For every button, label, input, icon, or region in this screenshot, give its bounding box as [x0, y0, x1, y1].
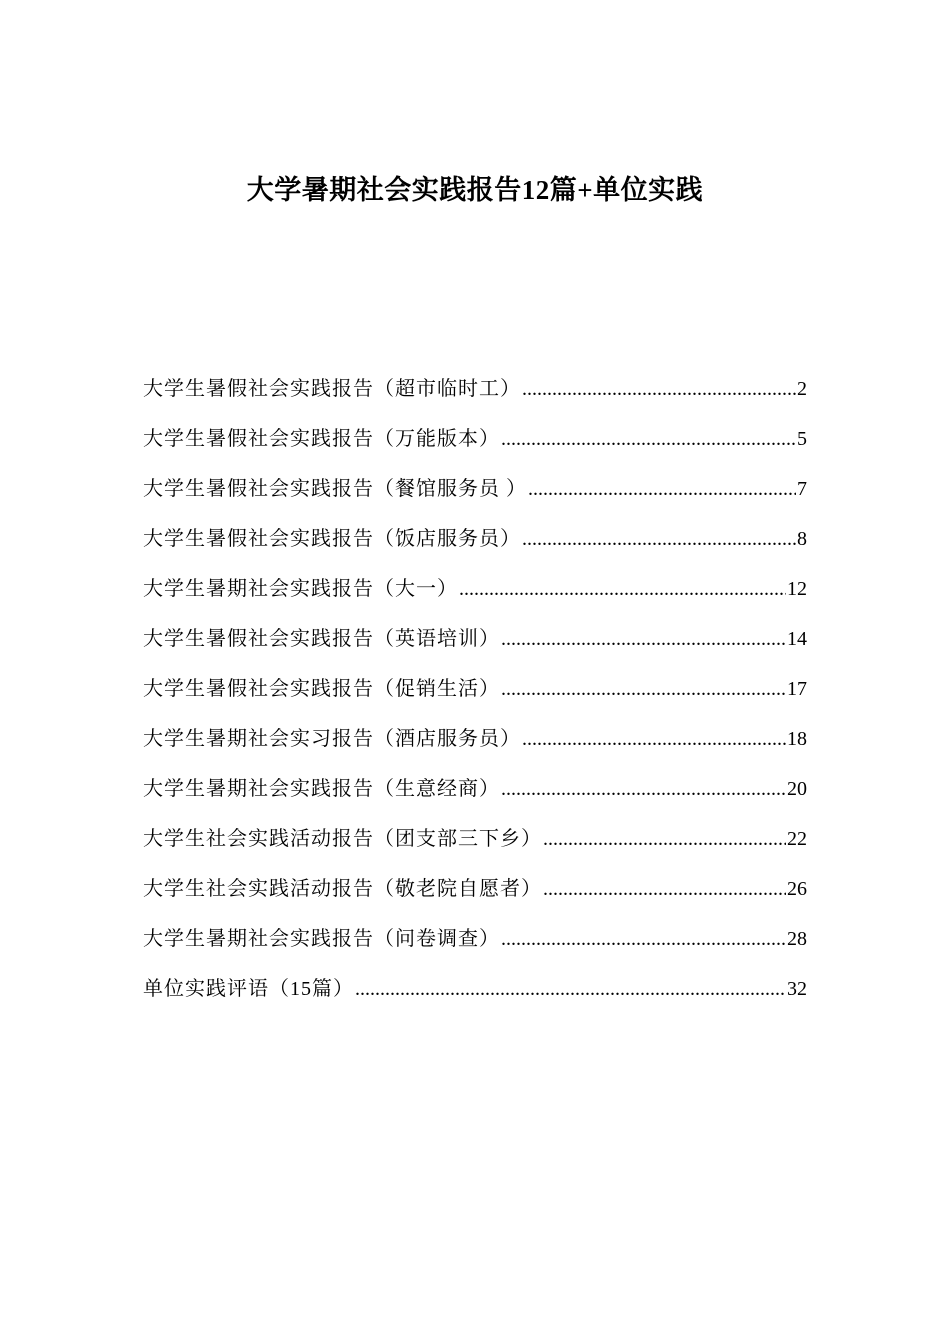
document-title: 大学暑期社会实践报告12篇+单位实践 [246, 175, 704, 205]
toc-entry-text: 单位实践评语（15篇） [143, 978, 354, 1000]
toc-entry-text: 大学生暑期社会实习报告（酒店服务员） [143, 728, 521, 750]
toc-entry[interactable] [143, 522, 807, 572]
toc-entry-text: 大学生暑假社会实践报告（超市临时工） [143, 378, 521, 400]
toc-entry-text: 大学生暑假社会实践报告（饭店服务员） [143, 528, 521, 550]
toc-entry[interactable] [143, 722, 807, 772]
toc-entry[interactable] [143, 922, 807, 972]
toc-dot-leader [501, 922, 786, 956]
toc-page-number: 2 [797, 378, 807, 400]
toc-entry-text: 大学生暑期社会实践报告（问卷调查） [143, 928, 500, 950]
toc-entry[interactable] [143, 372, 807, 422]
toc-entry[interactable] [143, 472, 807, 522]
toc-page-number: 17 [787, 678, 807, 700]
toc-entry-text: 大学生社会实践活动报告（敬老院自愿者） [143, 878, 542, 900]
toc-page-number: 8 [797, 528, 807, 550]
toc-entry[interactable] [143, 622, 807, 672]
toc-page-number: 12 [787, 578, 807, 600]
toc-dot-leader [459, 572, 786, 606]
toc-dot-leader [355, 972, 786, 1006]
toc-entry-text: 大学生暑假社会实践报告（餐馆服务员 ） [143, 478, 527, 500]
toc-dot-leader [543, 822, 786, 856]
toc-entry-text: 大学生暑期社会实践报告（大一） [143, 578, 458, 600]
toc-page-number: 5 [797, 428, 807, 450]
toc-entry[interactable] [143, 772, 807, 822]
toc-page-number: 32 [787, 978, 807, 1000]
toc-entry-text: 大学生暑假社会实践报告（英语培训） [143, 628, 500, 650]
toc-dot-leader [501, 622, 786, 656]
toc-dot-leader [522, 522, 796, 556]
toc-entry[interactable] [143, 972, 807, 1022]
toc-entry[interactable] [143, 672, 807, 722]
toc-page-number: 20 [787, 778, 807, 800]
toc-entry[interactable] [143, 422, 807, 472]
toc-entry[interactable] [143, 822, 807, 872]
toc-page-number: 7 [797, 478, 807, 500]
toc-dot-leader [528, 472, 796, 506]
toc-entry-text: 大学生暑假社会实践报告（促销生活） [143, 678, 500, 700]
toc-entry-text: 大学生暑假社会实践报告（万能版本） [143, 428, 500, 450]
toc-dot-leader [501, 772, 786, 806]
toc-dot-leader [543, 872, 786, 906]
toc-dot-leader [522, 372, 796, 406]
toc-entry[interactable] [143, 872, 807, 922]
toc-entry-text: 大学生暑期社会实践报告（生意经商） [143, 778, 500, 800]
toc-page-number: 26 [787, 878, 807, 900]
toc-page-number: 18 [787, 728, 807, 750]
toc-dot-leader [501, 672, 786, 706]
toc-page-number: 22 [787, 828, 807, 850]
table-of-contents [143, 372, 807, 1022]
toc-page-number: 14 [787, 628, 807, 650]
toc-dot-leader [501, 422, 796, 456]
toc-dot-leader [522, 722, 786, 756]
toc-entry[interactable] [143, 572, 807, 622]
toc-entry-text: 大学生社会实践活动报告（团支部三下乡） [143, 828, 542, 850]
toc-page-number: 28 [787, 928, 807, 950]
